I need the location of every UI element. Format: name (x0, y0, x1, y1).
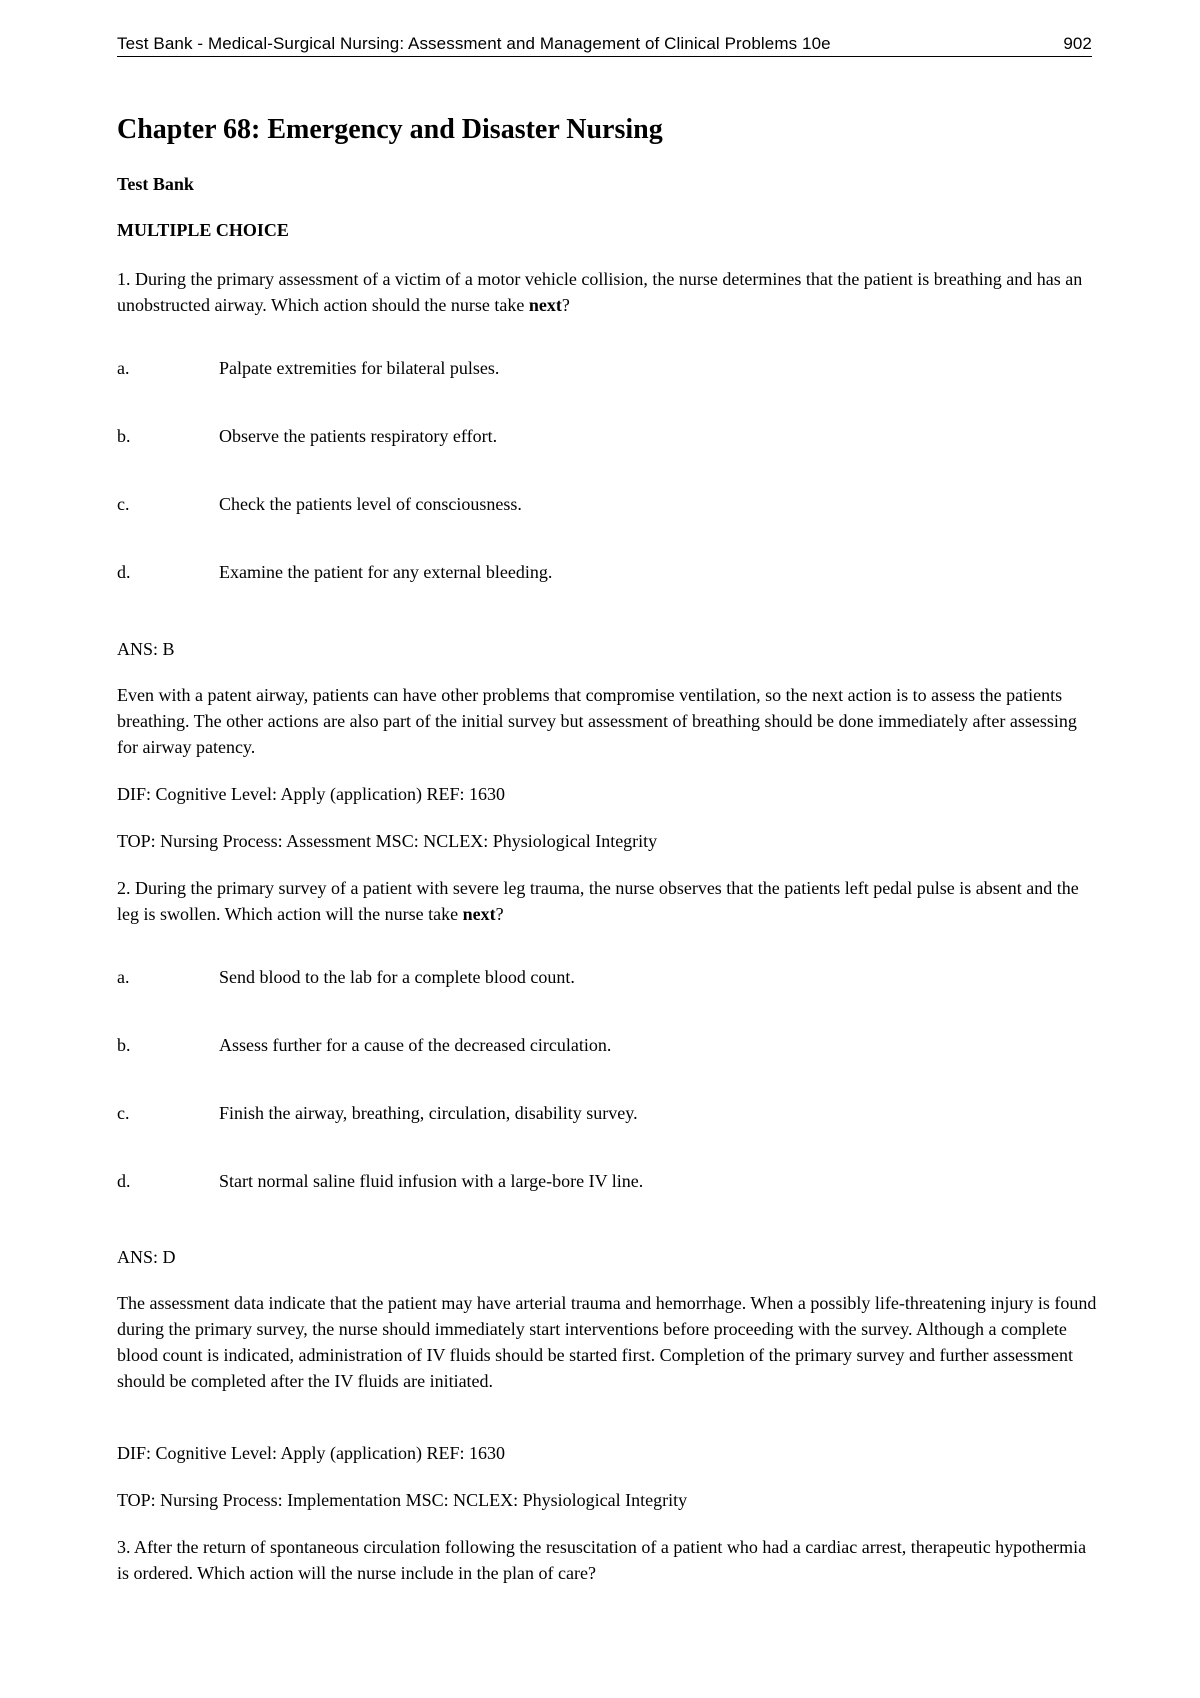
question-1-stem (117, 266, 1097, 318)
option-letter: d. (117, 1171, 131, 1191)
option-text: Observe the patients respiratory effort. (219, 426, 498, 446)
question-2-option-a (117, 965, 1097, 989)
question-1-stem-text: 1. During the primary assessment of a victim of a motor vehicle collision, the nurse determines that the patient is breathing and has an unobstructed airway. Which action should the nurse take (117, 269, 1083, 315)
question-2-option-d (117, 1169, 1097, 1193)
chapter-title: Chapter 68: Emergency and Disaster Nursing (117, 114, 663, 145)
question-2-stem-text: 2. During the primary survey of a patient with severe leg trauma, the nurse observes that the patients left pedal pulse is absent and the leg is swollen. Which action will the nurse take (117, 878, 1079, 924)
question-2-answer: ANS: D (117, 1247, 176, 1267)
option-text: Assess further for a cause of the decreased circulation. (219, 1035, 612, 1055)
question-2-rationale: The assessment data indicate that the patient may have arterial trauma and hemorrhage. When a possibly life-threatening injury is found during the primary survey, the nurse should immediately start interventions before proceeding with the survey. Although a complete blood count is indicated, administration of IV fluids should be started first. Completion of the primary survey and further assessment should be completed after the IV fluids are initiated. (117, 1293, 1097, 1391)
question-2-option-b (117, 1033, 1097, 1057)
section-heading: MULTIPLE CHOICE (117, 220, 289, 240)
option-text: Send blood to the lab for a complete blood count. (219, 967, 575, 987)
question-1-dif: DIF: Cognitive Level: Apply (application) REF: 1630 (117, 784, 505, 804)
option-text: Finish the airway, breathing, circulation, disability survey. (219, 1103, 638, 1123)
option-letter: c. (117, 494, 130, 514)
option-letter: d. (117, 562, 131, 582)
question-2-option-c (117, 1101, 1097, 1125)
question-1-answer: ANS: B (117, 639, 175, 659)
question-2-stem-end: ? (495, 904, 504, 924)
option-text: Check the patients level of consciousness. (219, 494, 522, 514)
option-letter: a. (117, 967, 130, 987)
question-3-stem (117, 1534, 1097, 1586)
question-2-dif: DIF: Cognitive Level: Apply (application) REF: 1630 (117, 1443, 505, 1463)
header-title: Test Bank - Medical-Surgical Nursing: Assessment and Management of Clinical Problems 10e (117, 34, 831, 53)
question-2-emphasis: next (462, 904, 496, 924)
question-1-rationale: Even with a patent airway, patients can have other problems that compromise ventilation, so the next action is to assess the patients breathing. The other actions are also part of the initial survey but assessment of breathing should be done immediately after assessing for airway patency. (117, 685, 1077, 757)
question-2-top: TOP: Nursing Process: Implementation MSC: NCLEX: Physiological Integrity (117, 1490, 688, 1510)
question-1-option-d (117, 560, 1097, 584)
question-1-stem-end: ? (561, 295, 570, 315)
option-letter: c. (117, 1103, 130, 1123)
question-1-option-b (117, 424, 1097, 448)
question-1-top: TOP: Nursing Process: Assessment MSC: NCLEX: Physiological Integrity (117, 831, 658, 851)
option-text: Start normal saline fluid infusion with a large-bore IV line. (219, 1171, 644, 1191)
option-letter: a. (117, 358, 130, 378)
question-2-stem (117, 875, 1097, 927)
page-number: 902 (1063, 34, 1092, 53)
option-text: Palpate extremities for bilateral pulses. (219, 358, 500, 378)
running-header (117, 34, 1092, 57)
question-1-option-c (117, 492, 1097, 516)
subtitle: Test Bank (117, 174, 194, 194)
option-letter: b. (117, 1035, 131, 1055)
option-letter: b. (117, 426, 131, 446)
question-3-stem-text: 3. After the return of spontaneous circulation following the resuscitation of a patient who had a cardiac arrest, therapeutic hypothermia is ordered. Which action will the nurse include in the plan of care? (117, 1537, 1087, 1583)
option-text: Examine the patient for any external bleeding. (219, 562, 553, 582)
question-1-emphasis: next (528, 295, 562, 315)
question-1-option-a (117, 356, 1097, 380)
